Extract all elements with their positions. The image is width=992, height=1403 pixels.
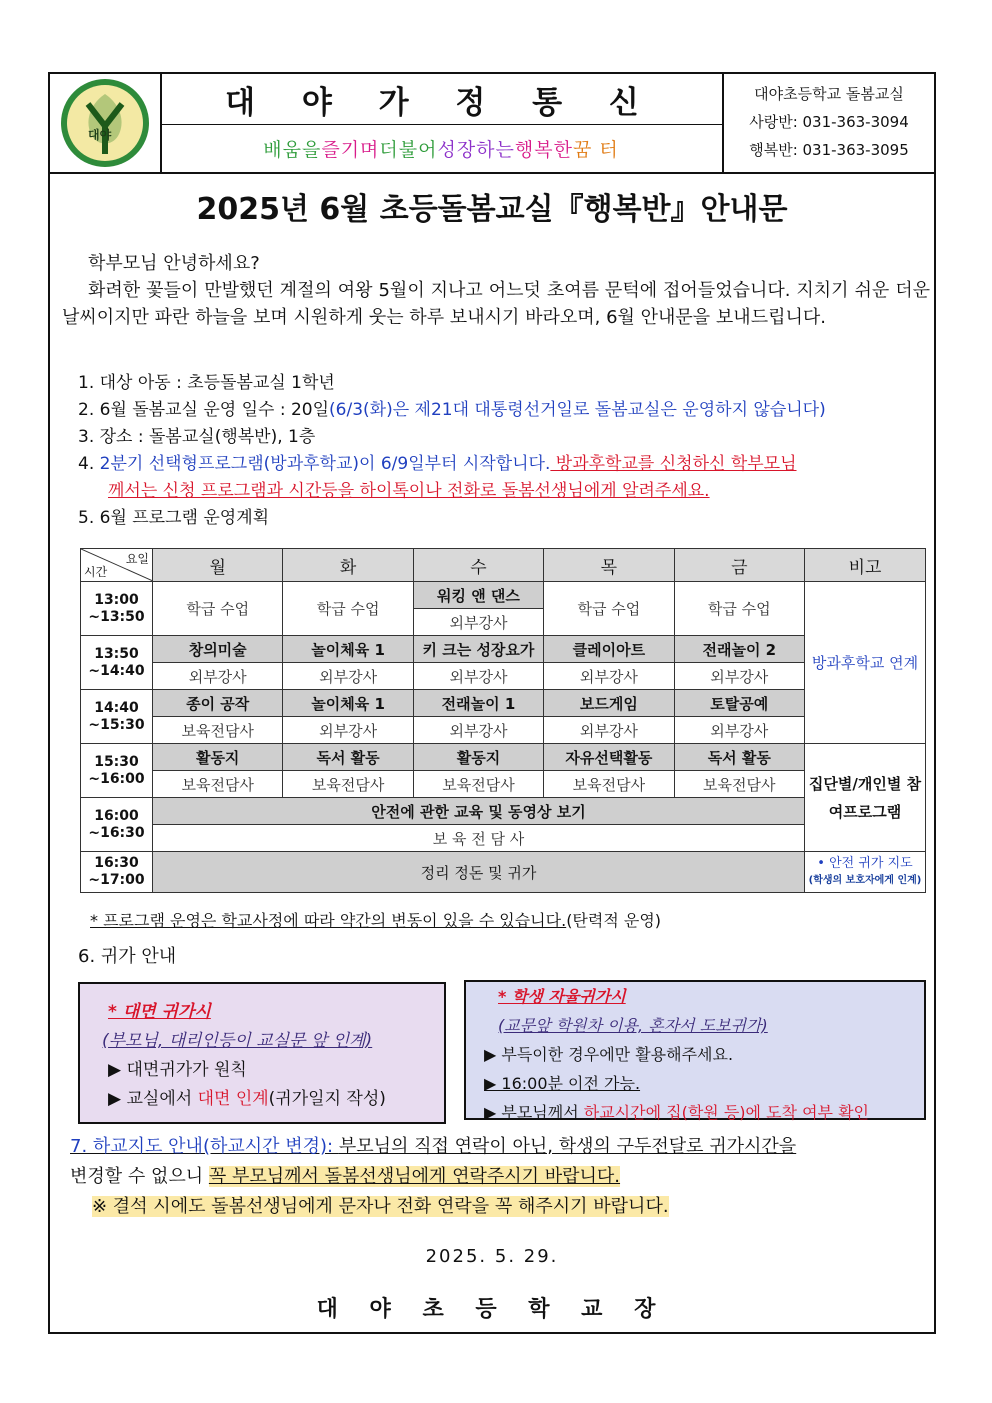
slot3-teacher: 외부강사 <box>674 717 804 744</box>
slot2-row-a <box>81 636 926 663</box>
slot1-tue: 학급 수업 <box>283 582 413 636</box>
slot2-act: 전래놀이 2 <box>674 636 804 663</box>
contact-phone-2: 행복반: 031-363-3095 <box>749 141 909 159</box>
day-thu: 목 <box>544 549 674 582</box>
slot1-mon: 학급 수업 <box>153 582 283 636</box>
schedule-note <box>90 908 661 931</box>
note-safe-return <box>805 852 926 893</box>
item-4 <box>78 451 938 478</box>
box2-line2: ▶ 16:00분 이전 가능. <box>484 1074 641 1093</box>
slot3-teacher: 보육전담사 <box>153 717 283 744</box>
slot4-teacher: 보육전담사 <box>544 771 674 798</box>
slot4-act: 자유선택활동 <box>544 744 674 771</box>
slot4-act: 독서 활동 <box>674 744 804 771</box>
slot4-act: 활동지 <box>413 744 543 771</box>
contact-phone-1: 사랑반: 031-363-3094 <box>749 113 909 131</box>
slot1-wed-teacher: 외부강사 <box>413 609 543 636</box>
item-4-cont: 께서는 신청 프로그램과 시간등을 하이톡이나 전화로 돌봄선생님에게 알려주세요. <box>108 481 710 501</box>
face-to-face-return-box <box>78 982 446 1124</box>
slogan-part-3: 더불어 <box>379 139 438 161</box>
logo-text: 대야 <box>88 128 112 142</box>
logo-cell <box>50 74 162 172</box>
return-title: 6. 귀가 안내 <box>78 946 177 967</box>
slot3-act: 전래놀이 1 <box>413 690 543 717</box>
slot3-act: 보드게임 <box>544 690 674 717</box>
title-cell <box>160 74 724 172</box>
intro <box>62 250 930 331</box>
sec7-line2-a: 변경할 수 없으니 <box>70 1166 209 1187</box>
sec7-line1 <box>70 1132 938 1162</box>
sec7-line2-b: 꼭 부모님께서 돌봄선생님에게 연락주시기 바랍니다. <box>208 1166 621 1187</box>
slot2-act: 창의미술 <box>153 636 283 663</box>
slot1-wed-act: 워킹 앤 댄스 <box>413 582 543 609</box>
newsletter-title: 대 야 가 정 통 신 <box>160 74 722 125</box>
item-2-main: 2. 6월 돌봄교실 운영 일수 : 20일 <box>78 400 330 420</box>
slot4-act: 독서 활동 <box>283 744 413 771</box>
slot4-row-b <box>81 771 926 798</box>
slot2-row-b <box>81 663 926 690</box>
intro-body: 화려한 꽃들이 만발했던 계절의 여왕 5월이 지나고 어느덧 초여름 문턱에 접어들었습니다. 지치기 쉬운 더운 날씨이지만 파란 하늘을 보며 시원하게 웃는 하루 보내시기 바라오며, 6월 안내문을 보내드립니다. <box>62 280 930 328</box>
note-afterschool: 방과후학교 연계 <box>805 582 926 744</box>
note-header: 비고 <box>805 549 926 582</box>
box1-line2-b: 대면 인계 <box>197 1089 269 1109</box>
sec7-title: 7. 하교지도 안내(하교시간 변경): <box>70 1136 339 1157</box>
schedule-header-row <box>81 549 926 582</box>
slot2-teacher: 외부강사 <box>153 663 283 690</box>
item-5: 5. 6월 프로그램 운영계획 <box>78 508 270 528</box>
slot2-teacher: 외부강사 <box>674 663 804 690</box>
corner-day: 요일 <box>125 552 149 566</box>
slot4-teacher: 보육전담사 <box>153 771 283 798</box>
slot5-time: 16:00 ~16:30 <box>81 798 153 852</box>
slogan-part-4: 성장하는 <box>437 139 515 161</box>
day-mon: 월 <box>153 549 283 582</box>
item-1: 1. 대상 아동 : 초등돌봄교실 1학년 <box>78 373 335 393</box>
slot3-act: 토탈공예 <box>674 690 804 717</box>
slot4-row-a <box>81 744 926 771</box>
slot6-time: 16:30 ~17:00 <box>81 852 153 893</box>
corner-cell <box>81 549 153 582</box>
slot3-row-b <box>81 717 926 744</box>
slot2-teacher: 외부강사 <box>413 663 543 690</box>
slot5-teacher: 보 육 전 담 사 <box>153 825 805 852</box>
slot3-time: 14:40 ~15:30 <box>81 690 153 744</box>
corner-time: 시간 <box>84 565 108 579</box>
slot2-teacher: 외부강사 <box>544 663 674 690</box>
slot3-act: 놀이체육 1 <box>283 690 413 717</box>
section-7 <box>70 1132 938 1222</box>
box1-subtitle: (부모님, 대리인등이 교실문 앞 인계) <box>102 1031 373 1051</box>
principal-signature: 대 야 초 등 학 교 장 <box>316 1297 668 1322</box>
slot6-row <box>81 852 926 893</box>
day-wed: 수 <box>413 549 543 582</box>
item-2 <box>78 397 938 424</box>
slot3-row-a <box>81 690 926 717</box>
slot4-teacher: 보육전담사 <box>674 771 804 798</box>
slot4-act: 활동지 <box>153 744 283 771</box>
contact-cell <box>724 74 934 172</box>
slot1-time: 13:00 ~13:50 <box>81 582 153 636</box>
intro-greeting: 학부모님 안녕하세요? <box>88 253 260 274</box>
slot2-teacher: 외부강사 <box>283 663 413 690</box>
info-items <box>78 370 938 532</box>
item-3: 3. 장소 : 돌봄교실(행복반), 1층 <box>78 427 316 447</box>
box1-title: * 대면 귀가시 <box>108 1002 211 1022</box>
box1-line2 <box>108 1085 444 1114</box>
slot2-act: 키 크는 성장요가 <box>413 636 543 663</box>
slogan <box>160 125 722 172</box>
letter-frame <box>48 72 936 1334</box>
box2-line3-b: 하교시간에 집(학원 등)에 도착 여부 확인 <box>583 1103 869 1122</box>
note-safe-return-b: (학생의 보호자에게 인계) <box>808 875 922 886</box>
box2-title: * 학생 자율귀가시 <box>498 987 626 1006</box>
day-fri: 금 <box>674 549 804 582</box>
sec7-line2 <box>70 1162 938 1192</box>
item-2-note: (6/3(화)은 제21대 대통령선거일로 돌봄교실은 운영하지 않습니다) <box>329 400 826 420</box>
item-4-blue: 2분기 선택형프로그램(방과후학교)이 6/9일부터 시작합니다. <box>99 454 551 474</box>
note-group-program: 집단별/개인별 참여프로그램 <box>805 744 926 852</box>
issue-date: 2025. 5. 29. <box>425 1246 559 1267</box>
schedule-note-b: (탄력적 운영) <box>566 911 662 930</box>
schedule-table <box>80 548 926 893</box>
slot5-act: 안전에 관한 교육 및 동영상 보기 <box>153 798 805 825</box>
slot1-row-a <box>81 582 926 609</box>
note-safe-return-a: • 안전 귀가 지도 <box>817 856 913 871</box>
box2-line3 <box>484 1098 924 1127</box>
item-4-num: 4. <box>78 454 100 474</box>
day-tue: 화 <box>283 549 413 582</box>
slot2-time: 13:50 ~14:40 <box>81 636 153 690</box>
slot1-fri: 학급 수업 <box>674 582 804 636</box>
box2-subtitle: (교문앞 학원차 이용, 혼자서 도보귀가) <box>498 1016 768 1035</box>
self-return-box <box>464 980 926 1120</box>
letter-header <box>50 74 934 174</box>
slot6-act: 정리 정돈 및 귀가 <box>153 852 805 893</box>
main-title: 2025년 6월 초등돌봄교실『행복반』안내문 <box>196 192 788 227</box>
slogan-part-6: 꿈 터 <box>572 139 619 161</box>
box1-line2-a: ▶ 교실에서 <box>108 1089 198 1109</box>
sec7-absence-note: ※ 결석 시에도 돌봄선생님에게 문자나 전화 연락을 꼭 해주시기 바랍니다. <box>92 1196 669 1217</box>
slot5-row-a <box>81 798 926 825</box>
box1-line1: ▶ 대면귀가가 원칙 <box>108 1060 247 1080</box>
item-4-red: 방과후학교를 신청하신 학부모님 <box>550 454 797 474</box>
box1-line2-c: (귀가일지 작성) <box>268 1089 386 1109</box>
slogan-part-1: 배움을 <box>263 139 322 161</box>
school-logo <box>50 74 160 172</box>
slot3-teacher: 외부강사 <box>413 717 543 744</box>
slot5-row-b <box>81 825 926 852</box>
slot4-time: 15:30 ~16:00 <box>81 744 153 798</box>
slogan-part-5: 행복한 <box>514 139 573 161</box>
slot3-teacher: 외부강사 <box>544 717 674 744</box>
sec7-body: 부모님의 직접 연락이 아닌, 학생의 구두전달로 귀가시간을 <box>338 1136 797 1157</box>
box2-line3-a: ▶ 부모님께서 <box>484 1103 584 1122</box>
slot1-thu: 학급 수업 <box>544 582 674 636</box>
box2-line1: ▶ 부득이한 경우에만 활용해주세요. <box>484 1045 734 1064</box>
slot3-act: 종이 공작 <box>153 690 283 717</box>
sec7-line3 <box>70 1192 938 1222</box>
slot2-act: 클레이아트 <box>544 636 674 663</box>
slot2-act: 놀이체육 1 <box>283 636 413 663</box>
schedule-note-a: * 프로그램 운영은 학교사정에 따라 약간의 변동이 있을 수 있습니다. <box>90 911 567 930</box>
slot4-teacher: 보육전담사 <box>283 771 413 798</box>
slot3-teacher: 외부강사 <box>283 717 413 744</box>
slot4-teacher: 보육전담사 <box>413 771 543 798</box>
slogan-part-2: 즐기며 <box>321 139 380 161</box>
contact-title: 대야초등학교 돌봄교실 <box>754 85 904 103</box>
